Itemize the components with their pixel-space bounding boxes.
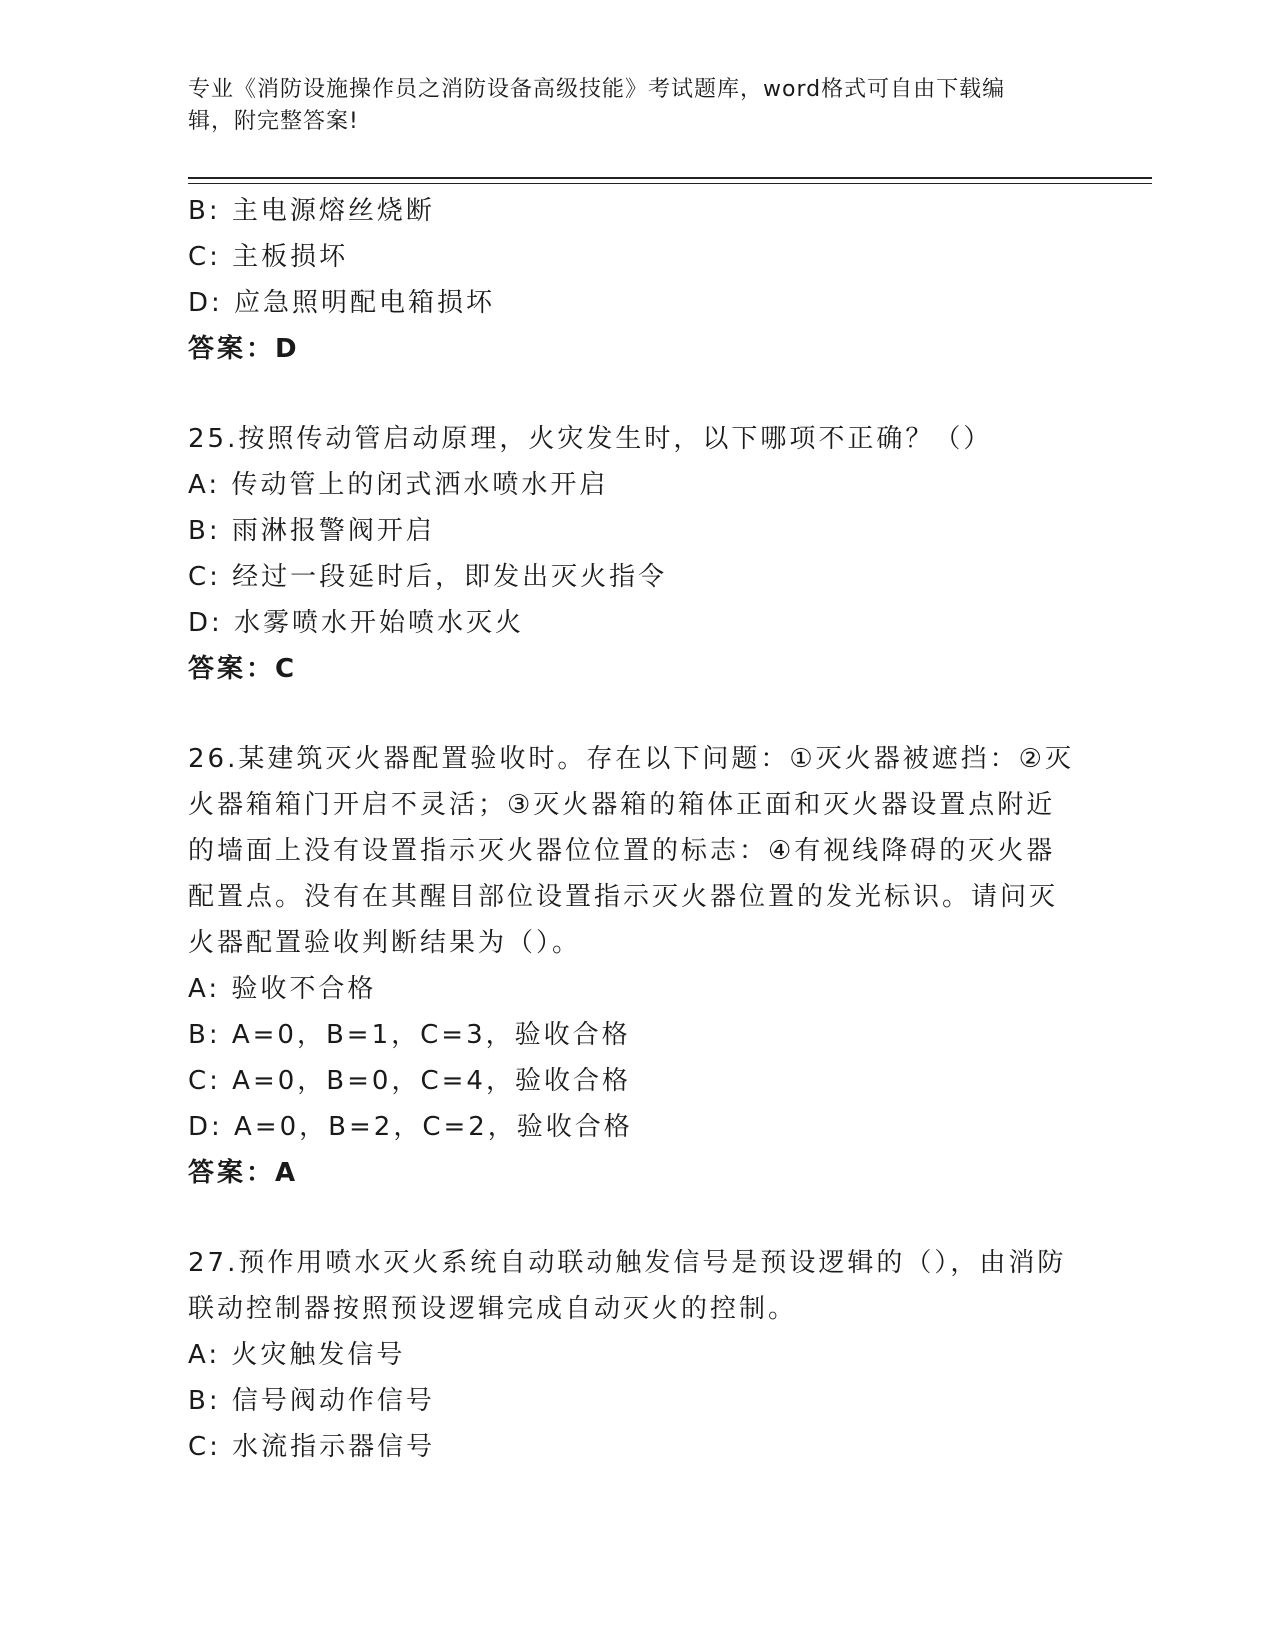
header-divider-thick: [188, 177, 1152, 179]
option-b: B: 信号阀动作信号: [188, 1386, 435, 1416]
option-a: A: 火灾触发信号: [188, 1340, 406, 1370]
question-stem-line-2: 火器箱箱门开启不灵活；③灭火器箱的箱体正面和灭火器设置点附近: [188, 790, 1056, 820]
question-stem-line-2: 联动控制器按照预设逻辑完成自动灭火的控制。: [188, 1294, 798, 1324]
option-a: A: 传动管上的闭式洒水喷水开启: [188, 470, 609, 500]
question-stem-line-4: 配置点。没有在其醒目部位设置指示灭火器位置的发光标识。请问灭: [188, 882, 1059, 912]
option-a: A: 验收不合格: [188, 974, 377, 1004]
option-b: B: A=0，B=1，C=3，验收合格: [188, 1020, 631, 1050]
header-line-1: 专业《消防设施操作员之消防设备高级技能》考试题库，word格式可自由下载编: [188, 77, 1006, 102]
option-b: B: 雨淋报警阀开启: [188, 516, 435, 546]
question-25: [188, 416, 1088, 692]
answer-line: 答案：A: [188, 1158, 299, 1188]
prev-question: [188, 188, 1088, 372]
question-stem-line-1: 26.某建筑灭火器配置验收时。存在以下问题：①灭火器被遮挡：②灭: [188, 744, 1074, 774]
option-d: D: 应急照明配电箱损坏: [188, 288, 496, 318]
option-c: C: A=0，B=0，C=4，验收合格: [188, 1066, 631, 1096]
question-stem: 25.按照传动管启动原理，火灾发生时，以下哪项不正确？（）: [188, 424, 993, 454]
question-stem-line-1: 27.预作用喷水灭火系统自动联动触发信号是预设逻辑的（），由消防: [188, 1248, 1067, 1278]
option-c: C: 经过一段延时后，即发出灭火指令: [188, 562, 668, 592]
option-d: D: A=0，B=2，C=2，验收合格: [188, 1112, 633, 1142]
header-divider-thin: [188, 183, 1152, 184]
document-header: [188, 74, 1068, 138]
question-stem-line-5: 火器配置验收判断结果为（）。: [188, 928, 582, 958]
option-c: C: 水流指示器信号: [188, 1432, 436, 1462]
question-27: [188, 1240, 1088, 1470]
answer-line: 答案：C: [188, 654, 298, 684]
question-26: [188, 736, 1088, 1196]
question-stem-line-3: 的墙面上没有设置指示灭火器位位置的标志：④有视线降碍的灭火器: [188, 836, 1056, 866]
option-c: C: 主板损坏: [188, 242, 349, 272]
header-line-2: 辑，附完整答案!: [188, 109, 359, 134]
question-content: [188, 188, 1088, 1470]
answer-line: 答案：D: [188, 334, 300, 364]
option-b: B: 主电源熔丝烧断: [188, 196, 435, 226]
option-d: D: 水雾喷水开始喷水灭火: [188, 608, 525, 638]
